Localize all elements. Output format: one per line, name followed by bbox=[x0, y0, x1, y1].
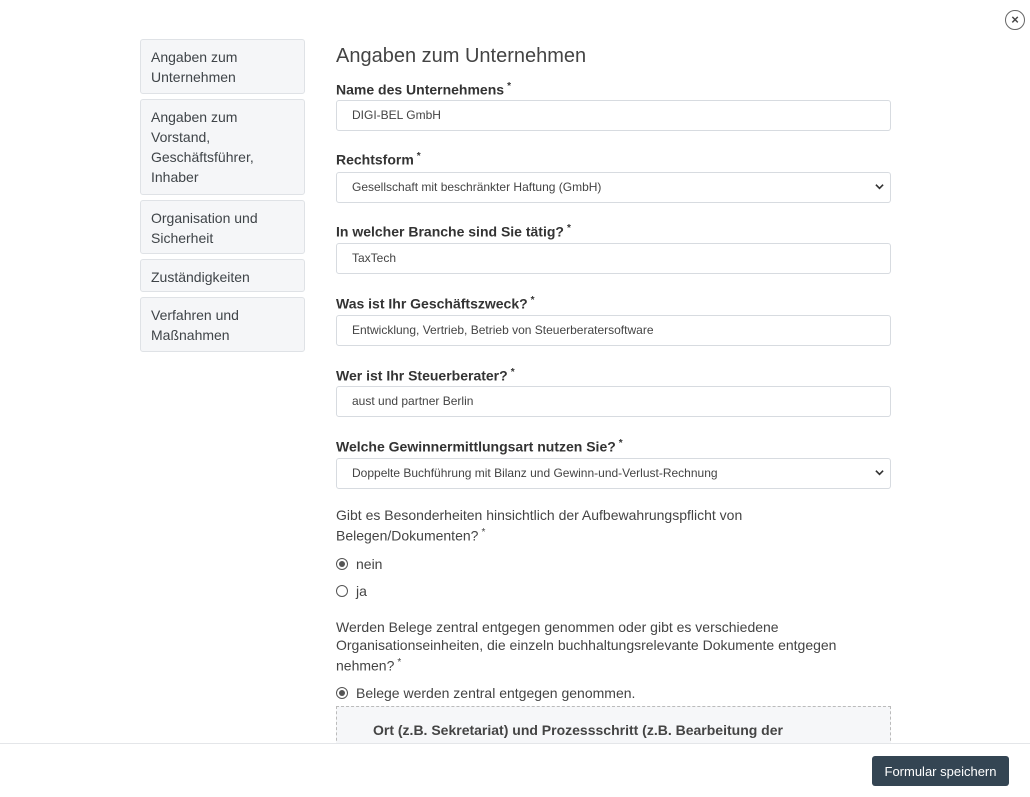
purpose-value: Entwicklung, Vertrieb, Betrieb von Steuerberatersoftware bbox=[352, 323, 654, 337]
sidebar-item-label: Angaben zum Vorstand, Geschäftsführer, Inhaber bbox=[151, 109, 254, 185]
save-button[interactable]: Formular speichern bbox=[872, 756, 1009, 786]
required-mark: * bbox=[618, 438, 623, 449]
profit-method-label bbox=[336, 435, 623, 456]
radio-label: Belege werden zentral entgegen genommen. bbox=[356, 685, 636, 701]
company-name-input[interactable] bbox=[336, 100, 891, 131]
sidebar-item-organisation[interactable] bbox=[140, 200, 305, 254]
radio-retention-nein[interactable] bbox=[336, 555, 382, 573]
required-mark: * bbox=[510, 367, 515, 378]
company-name-label bbox=[336, 78, 511, 99]
form-main bbox=[336, 42, 891, 738]
industry-value: TaxTech bbox=[352, 251, 397, 265]
radio-retention-ja[interactable] bbox=[336, 582, 367, 600]
radio-receipt-central[interactable] bbox=[336, 684, 635, 702]
company-name-label-text: Name des Unternehmens bbox=[336, 81, 505, 98]
required-mark: * bbox=[416, 151, 421, 162]
legal-form-value: Gesellschaft mit beschränkter Haftung (GmbH) bbox=[352, 180, 602, 194]
sidebar-item-verfahren[interactable] bbox=[140, 297, 305, 352]
sidebar-item-zustaendigkeiten[interactable] bbox=[140, 259, 305, 292]
retention-question bbox=[336, 506, 866, 545]
purpose-input[interactable] bbox=[336, 315, 891, 346]
tax-advisor-input[interactable] bbox=[336, 386, 891, 417]
tax-advisor-label bbox=[336, 364, 515, 385]
required-mark: * bbox=[507, 81, 511, 92]
sidebar bbox=[140, 39, 305, 357]
close-icon[interactable]: × bbox=[1005, 10, 1025, 30]
sidebar-item-label: Angaben zum Unternehmen bbox=[151, 49, 238, 85]
receipt-question bbox=[336, 618, 866, 675]
retention-question-text: Gibt es Besonderheiten hinsichtlich der Aufbewahrungspflicht von Belegen/Dokumenten? bbox=[336, 507, 743, 544]
legal-form-label-text: Rechtsform bbox=[336, 151, 414, 168]
sidebar-item-label: Zuständigkeiten bbox=[151, 269, 250, 285]
industry-label bbox=[336, 220, 571, 241]
purpose-label-text: Was ist Ihr Geschäftszweck? bbox=[336, 295, 528, 312]
company-name-value: DIGI-BEL GmbH bbox=[352, 108, 441, 122]
industry-input[interactable] bbox=[336, 243, 891, 274]
chevron-down-icon bbox=[875, 468, 884, 477]
required-mark: * bbox=[397, 657, 402, 668]
receipt-detail-box bbox=[336, 706, 891, 746]
radio-checked-icon[interactable] bbox=[336, 687, 348, 699]
industry-label-text: In welcher Branche sind Sie tätig? bbox=[336, 223, 564, 240]
sidebar-item-label: Verfahren und Maßnahmen bbox=[151, 307, 239, 343]
sidebar-item-unternehmen[interactable] bbox=[140, 39, 305, 94]
page-title: Angaben zum Unternehmen bbox=[336, 45, 587, 67]
tax-advisor-value: aust und partner Berlin bbox=[352, 394, 474, 408]
radio-label: ja bbox=[356, 583, 367, 599]
receipt-question-text: Werden Belege zentral entgegen genommen oder gibt es verschiedene Organisationseinheiten, die einzeln buchhaltungsrelevante Dokumente entgegen nehmen? bbox=[336, 619, 837, 674]
radio-label: nein bbox=[356, 556, 383, 572]
chevron-down-icon bbox=[875, 182, 884, 191]
sidebar-item-label: Organisation und Sicherheit bbox=[151, 210, 258, 246]
sidebar-item-vorstand[interactable] bbox=[140, 99, 305, 195]
tax-advisor-label-text: Wer ist Ihr Steuerberater? bbox=[336, 367, 508, 384]
legal-form-label bbox=[336, 148, 421, 169]
purpose-label bbox=[336, 292, 535, 313]
receipt-detail-label: Ort (z.B. Sekretariat) und Prozessschritt (z.B. Bearbeitung der bbox=[373, 722, 783, 738]
legal-form-select[interactable] bbox=[336, 172, 891, 203]
radio-checked-icon[interactable] bbox=[336, 558, 348, 570]
profit-method-value: Doppelte Buchführung mit Bilanz und Gewinn-und-Verlust-Rechnung bbox=[352, 466, 718, 480]
required-mark: * bbox=[481, 527, 486, 538]
required-mark: * bbox=[566, 223, 571, 234]
form-fields bbox=[336, 42, 891, 762]
radio-unchecked-icon[interactable] bbox=[336, 585, 348, 597]
required-mark: * bbox=[530, 295, 535, 306]
profit-method-select[interactable] bbox=[336, 458, 891, 489]
profit-method-label-text: Welche Gewinnermittlungsart nutzen Sie? bbox=[336, 438, 616, 455]
